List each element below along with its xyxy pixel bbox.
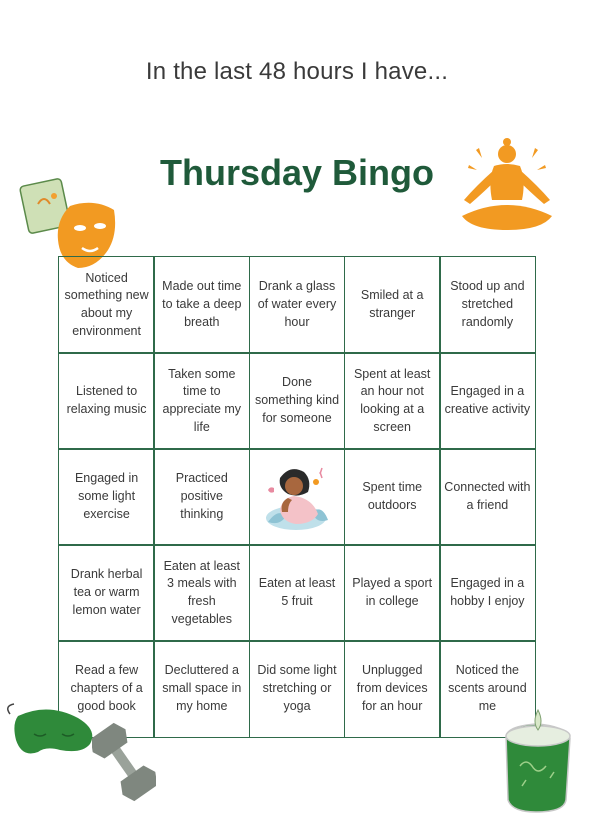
bingo-cell[interactable]: Drank herbal tea or warm lemon water xyxy=(58,544,155,642)
bingo-cell[interactable]: Listened to relaxing music xyxy=(58,352,155,450)
bingo-cell[interactable]: Read a few chapters of a good book xyxy=(58,640,155,738)
bingo-cell[interactable]: Noticed something new about my environment xyxy=(58,256,155,354)
bingo-cell[interactable]: Made out time to take a deep breath xyxy=(153,256,250,354)
bingo-cell[interactable]: Practiced positive thinking xyxy=(153,448,250,546)
bingo-cell[interactable]: Spent at least an hour not looking at a screen xyxy=(344,352,441,450)
bingo-cell[interactable]: Did some light stretching or yoga xyxy=(249,640,346,738)
bingo-cell[interactable]: Connected with a friend xyxy=(439,448,536,546)
bingo-cell[interactable]: Spent time outdoors xyxy=(344,448,441,546)
bingo-free-space[interactable] xyxy=(249,448,346,546)
bingo-grid xyxy=(58,256,536,738)
bingo-cell[interactable]: Taken some time to appreciate my life xyxy=(153,352,250,450)
bingo-cell[interactable]: Noticed the scents around me xyxy=(439,640,536,738)
bingo-cell[interactable]: Eaten at least 5 fruit xyxy=(249,544,346,642)
bingo-cell[interactable]: Decluttered a small space in my home xyxy=(153,640,250,738)
subtitle: In the last 48 hours I have... xyxy=(145,58,449,85)
bingo-cell[interactable]: Unplugged from devices for an hour xyxy=(344,640,441,738)
bingo-cell[interactable]: Smiled at a stranger xyxy=(344,256,441,354)
candle-icon xyxy=(492,706,584,818)
bingo-cell[interactable]: Drank a glass of water every hour xyxy=(249,256,346,354)
sleep-mask-icon xyxy=(4,700,100,756)
bingo-cell[interactable]: Engaged in a creative activity xyxy=(439,352,536,450)
relaxing-woman-illustration xyxy=(258,458,336,536)
bingo-cell[interactable]: Stood up and stretched randomly xyxy=(439,256,536,354)
dumbbell-icon xyxy=(92,720,156,804)
bingo-cell[interactable]: Engaged in some light exercise xyxy=(58,448,155,546)
page-title: Thursday Bingo xyxy=(159,152,434,193)
bingo-cell[interactable]: Played a sport in college xyxy=(344,544,441,642)
bingo-cell[interactable]: Eaten at least 3 meals with fresh vegetables xyxy=(153,544,250,642)
meditation-icon xyxy=(452,136,562,240)
bingo-cell[interactable]: Engaged in a hobby I enjoy xyxy=(439,544,536,642)
bingo-cell[interactable]: Done something kind for someone xyxy=(249,352,346,450)
